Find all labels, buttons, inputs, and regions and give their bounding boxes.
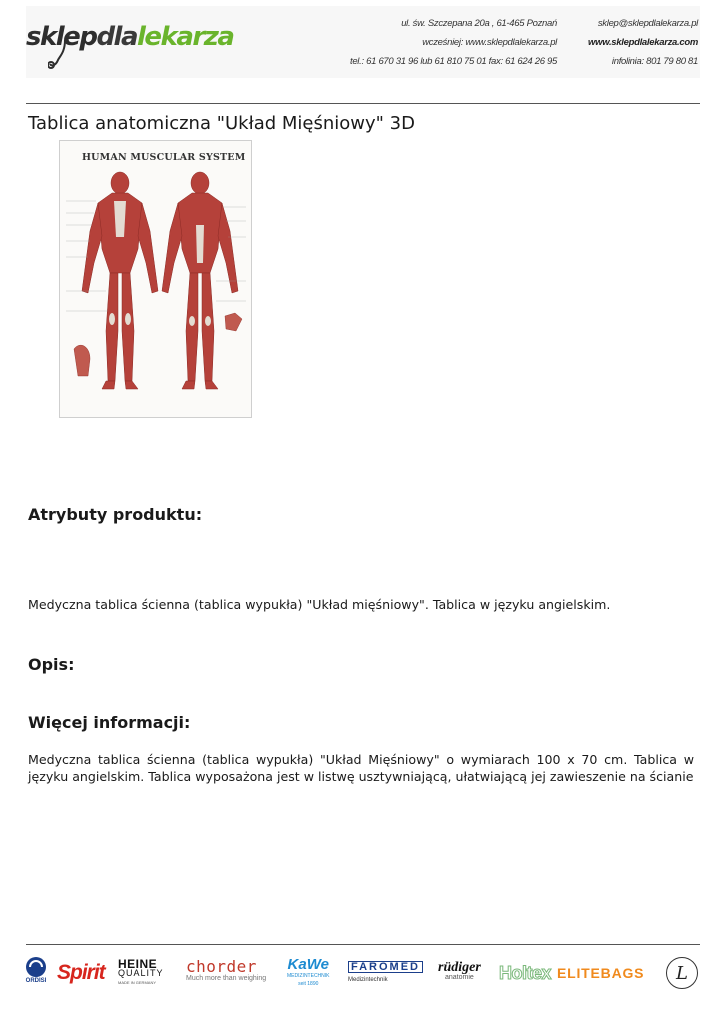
- brand-logo-rudiger[interactable]: [438, 956, 481, 990]
- website-link[interactable]: www.sklepdlalekarza.com: [588, 37, 698, 48]
- more-info-heading: Więcej informacji:: [28, 713, 191, 732]
- attributes-text: Medyczna tablica ścienna (tablica wypukła) "Układ mięśniowy". Tablica w języku angielskim.: [28, 597, 611, 612]
- littmann-label: L: [676, 962, 688, 984]
- littmann-emblem-icon: [666, 957, 698, 989]
- brand-logo-spirit[interactable]: [57, 956, 105, 990]
- heine-made: MADE IN GERMANY: [118, 979, 157, 985]
- rudiger-label: rüdiger: [438, 960, 481, 975]
- brand-logo-ordisi[interactable]: [23, 956, 49, 990]
- more-info-text: Medyczna tablica ścienna (tablica wypukła) "Układ Mięśniowy" o wymiarach 100 x 70 cm. Tablica w języku angielskim. Tablica wyposażona jest w listwę usztywniającą, ułatwiającą jej zawieszenie na ścianie: [28, 752, 694, 784]
- description-heading: Opis:: [28, 655, 75, 674]
- address-line: ul. św. Szczepana 20a , 61-465 Poznań: [401, 18, 557, 29]
- spirit-label: Spirit: [57, 961, 105, 984]
- infoline: infolinia: 801 79 80 81: [611, 56, 698, 67]
- logo-part-dla: dla: [96, 22, 138, 52]
- muscular-figures-illustration: [60, 141, 251, 417]
- attributes-heading: Atrybuty produktu:: [28, 505, 203, 524]
- stethoscope-icon: [48, 40, 70, 70]
- brand-logo-elitebags[interactable]: [557, 956, 644, 990]
- brand-logo-faromed[interactable]: [348, 956, 423, 990]
- email-link[interactable]: sklep@sklepdlalekarza.pl: [597, 18, 698, 29]
- chorder-tagline: Much more than weighing: [186, 975, 267, 982]
- elitebags-label: ELITEBAGS: [557, 965, 645, 981]
- heine-label: HEINE: [118, 956, 158, 971]
- heine-quality: QUALITY: [118, 967, 164, 978]
- rudiger-sub: anatomie: [445, 974, 474, 981]
- contact-online-block: [588, 14, 698, 71]
- brand-logo-littmann[interactable]: [666, 956, 698, 990]
- logo-part-sklep: sklep: [26, 22, 97, 52]
- brand-logo-heine[interactable]: [118, 956, 164, 990]
- chorder-label: chorder: [186, 957, 257, 976]
- kawe-label: KaWe: [287, 956, 329, 973]
- header-divider: [26, 103, 700, 104]
- product-title: Tablica anatomiczna "Układ Mięśniowy" 3D: [28, 113, 415, 134]
- ordisi-label: ORDISI: [25, 978, 47, 984]
- faromed-label: FAROMED: [348, 961, 423, 973]
- kawe-sub: MEDIZINTECHNIK: [287, 973, 330, 979]
- contact-address-block: [350, 14, 557, 71]
- brand-logo-kawe[interactable]: [287, 956, 330, 990]
- previous-site-line[interactable]: wcześniej: www.sklepdlalekarza.pl: [422, 37, 557, 48]
- ordisi-emblem-icon: [25, 956, 47, 978]
- footer-divider: [26, 944, 700, 945]
- holtex-label: Holtex: [499, 962, 552, 983]
- kawe-since: seit 1890: [298, 981, 319, 987]
- brand-logo-holtex[interactable]: [499, 956, 551, 990]
- phone-line: tel.: 61 670 31 96 lub 61 810 75 01 fax: 61 624 26 95: [349, 56, 557, 67]
- brand-logo-chorder[interactable]: [186, 956, 266, 990]
- product-image[interactable]: [59, 140, 252, 418]
- logo-part-lekarza: lekarza: [137, 22, 234, 52]
- poster-title: HUMAN MUSCULAR SYSTEM: [82, 152, 246, 163]
- faromed-sub: Medizintechnik: [348, 977, 388, 983]
